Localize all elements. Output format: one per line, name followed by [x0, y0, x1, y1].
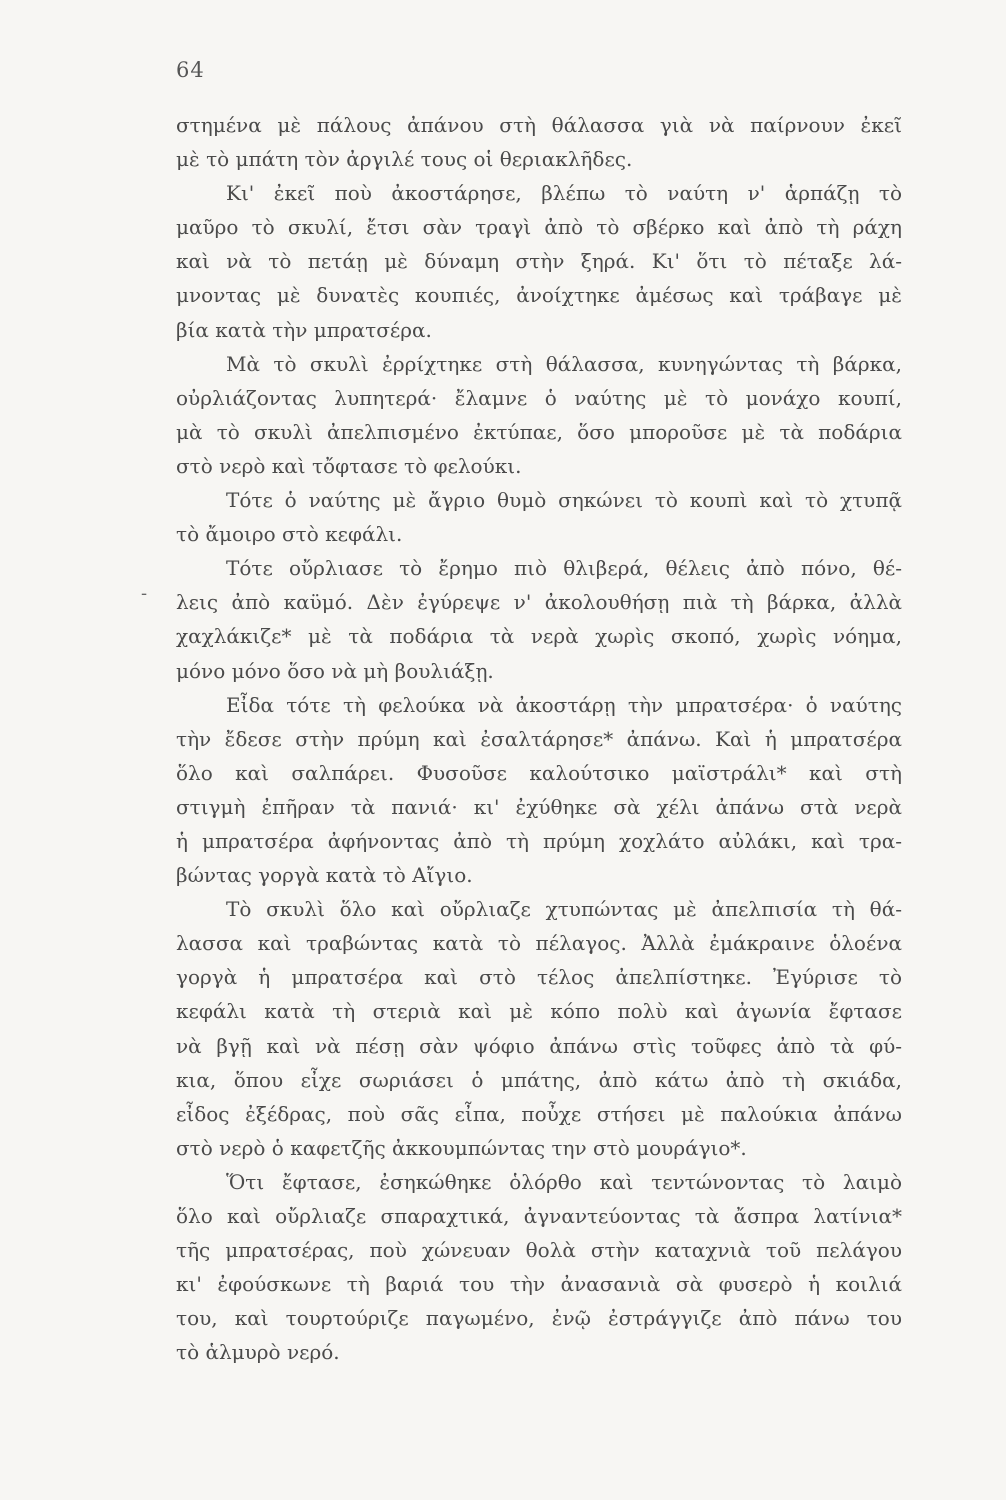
margin-mark: -: [141, 583, 148, 604]
text-line: τὸ ἄμοιρο στὸ κεφάλι.: [176, 522, 403, 547]
text-line: στὸ νερὸ καὶ τὄφτασε τὸ φελούκι.: [176, 453, 522, 478]
text-line: λεις ἀπὸ καϋμό. Δὲν ἐγύρεψε ν' ἀκολουθήσῃ πιὰ τὴ βάρκα, ἀλλὰ: [176, 590, 902, 615]
text-line: γοργὰ ἡ μπρατσέρα καὶ στὸ τέλος ἀπελπίστηκε. Ἐγύρισε τὸ: [176, 965, 902, 990]
text-line: κια, ὅπου εἶχε σωριάσει ὁ μπάτης, ἀπὸ κάτω ἀπὸ τὴ σκιάδα,: [176, 1067, 902, 1092]
text-line: κι' ἐφούσκωνε τὴ βαριά του τὴν ἀνασανιὰ σὰ φυσερὸ ἡ κοιλιά: [176, 1272, 902, 1297]
text-line: μαῦρο τὸ σκυλί, ἔτσι σὰν τραγὶ ἀπὸ τὸ σβέρκο καὶ ἀπὸ τὴ ράχη: [176, 215, 902, 240]
text-line: μνοντας μὲ δυνατὲς κουπιές, ἀνοίχτηκε ἀμέσως καὶ τράβαγε μὲ: [176, 283, 902, 308]
text-line: κεφάλι κατὰ τὴ στεριὰ καὶ μὲ κόπο πολὺ καὶ ἀγωνία ἔφτασε: [176, 999, 902, 1024]
text-line: τὸ ἁλμυρὸ νερό.: [176, 1340, 340, 1365]
text-line: στὸ νερὸ ὁ καφετζῆς ἀκκουμπώντας την στὸ μουράγιο*.: [176, 1135, 747, 1160]
text-line: νὰ βγῇ καὶ νὰ πέσῃ σὰν ψόφιο ἀπάνω στὶς τοῦφες ἀπὸ τὰ φύ-: [176, 1033, 902, 1058]
text-line: οὐρλιάζοντας λυπητερά· ἔλαμνε ὁ ναύτης μὲ τὸ μονάχο κουπί,: [176, 385, 902, 410]
text-line: του, καὶ τουρτούριζε παγωμένο, ἐνῷ ἐστράγγιζε ἀπὸ πάνω του: [176, 1306, 902, 1331]
text-line: χαχλάκιζε* μὲ τὰ ποδάρια τὰ νερὰ χωρὶς σκοπό, χωρὶς νόημα,: [176, 624, 902, 649]
body-text: [176, 108, 902, 1369]
text-line: καὶ νὰ τὸ πετάῃ μὲ δύναμη στὴν ξηρά. Κι' ὅτι τὸ πέταξε λά-: [176, 249, 902, 274]
text-line: στημένα μὲ πάλους ἀπάνου στὴ θάλασσα γιὰ νὰ παίρνουν ἐκεῖ: [176, 113, 902, 137]
text-line: μὲ τὸ μπάτη τὸν ἀργιλέ τους οἱ θεριακλῆδες.: [176, 147, 633, 172]
text-line: τὴν ἔδεσε στὴν πρύμη καὶ ἐσαλτάρησε* ἀπάνω. Καὶ ἡ μπρατσέρα: [176, 726, 902, 751]
text-line: τῆς μπρατσέρας, ποὺ χώνευαν θολὰ στὴν καταχνιὰ τοῦ πελάγου: [176, 1238, 902, 1263]
text-line: ἡ μπρατσέρα ἀφήνοντας ἀπὸ τὴ πρύμη χοχλάτο αὐλάκι, καὶ τρα-: [176, 828, 902, 853]
page-number: 64: [176, 58, 205, 82]
text-line: μόνο μόνο ὅσο νὰ μὴ βουλιάξῃ.: [176, 658, 494, 683]
text-line: Τότε ὁ ναύτης μὲ ἄγριο θυμὸ σηκώνει τὸ κουπὶ καὶ τὸ χτυπᾷ: [226, 488, 902, 513]
text-line: Τὸ σκυλὶ ὅλο καὶ οὔρλιαζε χτυπώντας μὲ ἀπελπισία τὴ θά-: [226, 897, 902, 922]
text-line: Μὰ τὸ σκυλὶ ἐρρίχτηκε στὴ θάλασσα, κυνηγώντας τὴ βάρκα,: [226, 351, 902, 376]
text-line: Τότε οὔρλιασε τὸ ἔρημο πιὸ θλιβερά, θέλεις ἀπὸ πόνο, θέ-: [226, 556, 902, 581]
text-line: βία κατὰ τὴν μπρατσέρα.: [176, 317, 432, 342]
text-line: βώντας γοργὰ κατὰ τὸ Αἴγιο.: [176, 863, 473, 888]
text-line: ὅλο καὶ σαλπάρει. Φυσοῦσε καλούτσικο μαϊστράλι* καὶ στὴ: [176, 760, 902, 785]
text-line: Ὅτι ἔφτασε, ἐσηκώθηκε ὁλόρθο καὶ τεντώνοντας τὸ λαιμὸ: [226, 1169, 902, 1194]
text-line: Κι' ἐκεῖ ποὺ ἀκοστάρησε, βλέπω τὸ ναύτη ν' ἁρπάζῃ τὸ: [226, 181, 902, 206]
text-line: ὅλο καὶ οὔρλιαζε σπαραχτικά, ἀγναντεύοντας τὰ ἄσπρα λατίνια*: [176, 1204, 902, 1228]
text-line: στιγμὴ ἐπῆραν τὰ πανιά· κι' ἐχύθηκε σὰ χέλι ἀπάνω στὰ νερὰ: [176, 794, 902, 819]
text-line: Εἶδα τότε τὴ φελούκα νὰ ἀκοστάρῃ τὴν μπρατσέρα· ὁ ναύτης: [226, 692, 902, 717]
text-line: μὰ τὸ σκυλὶ ἀπελπισμένο ἐκτύπαε, ὅσο μποροῦσε μὲ τὰ ποδάρια: [176, 419, 902, 444]
text-line: εἶδος ἐξέδρας, ποὺ σᾶς εἶπα, ποὖχε στήσει μὲ παλούκια ἀπάνω: [176, 1101, 902, 1126]
text-line: λασσα καὶ τραβώντας κατὰ τὸ πέλαγος. Ἀλλὰ ἐμάκραινε ὁλοένα: [176, 931, 902, 956]
